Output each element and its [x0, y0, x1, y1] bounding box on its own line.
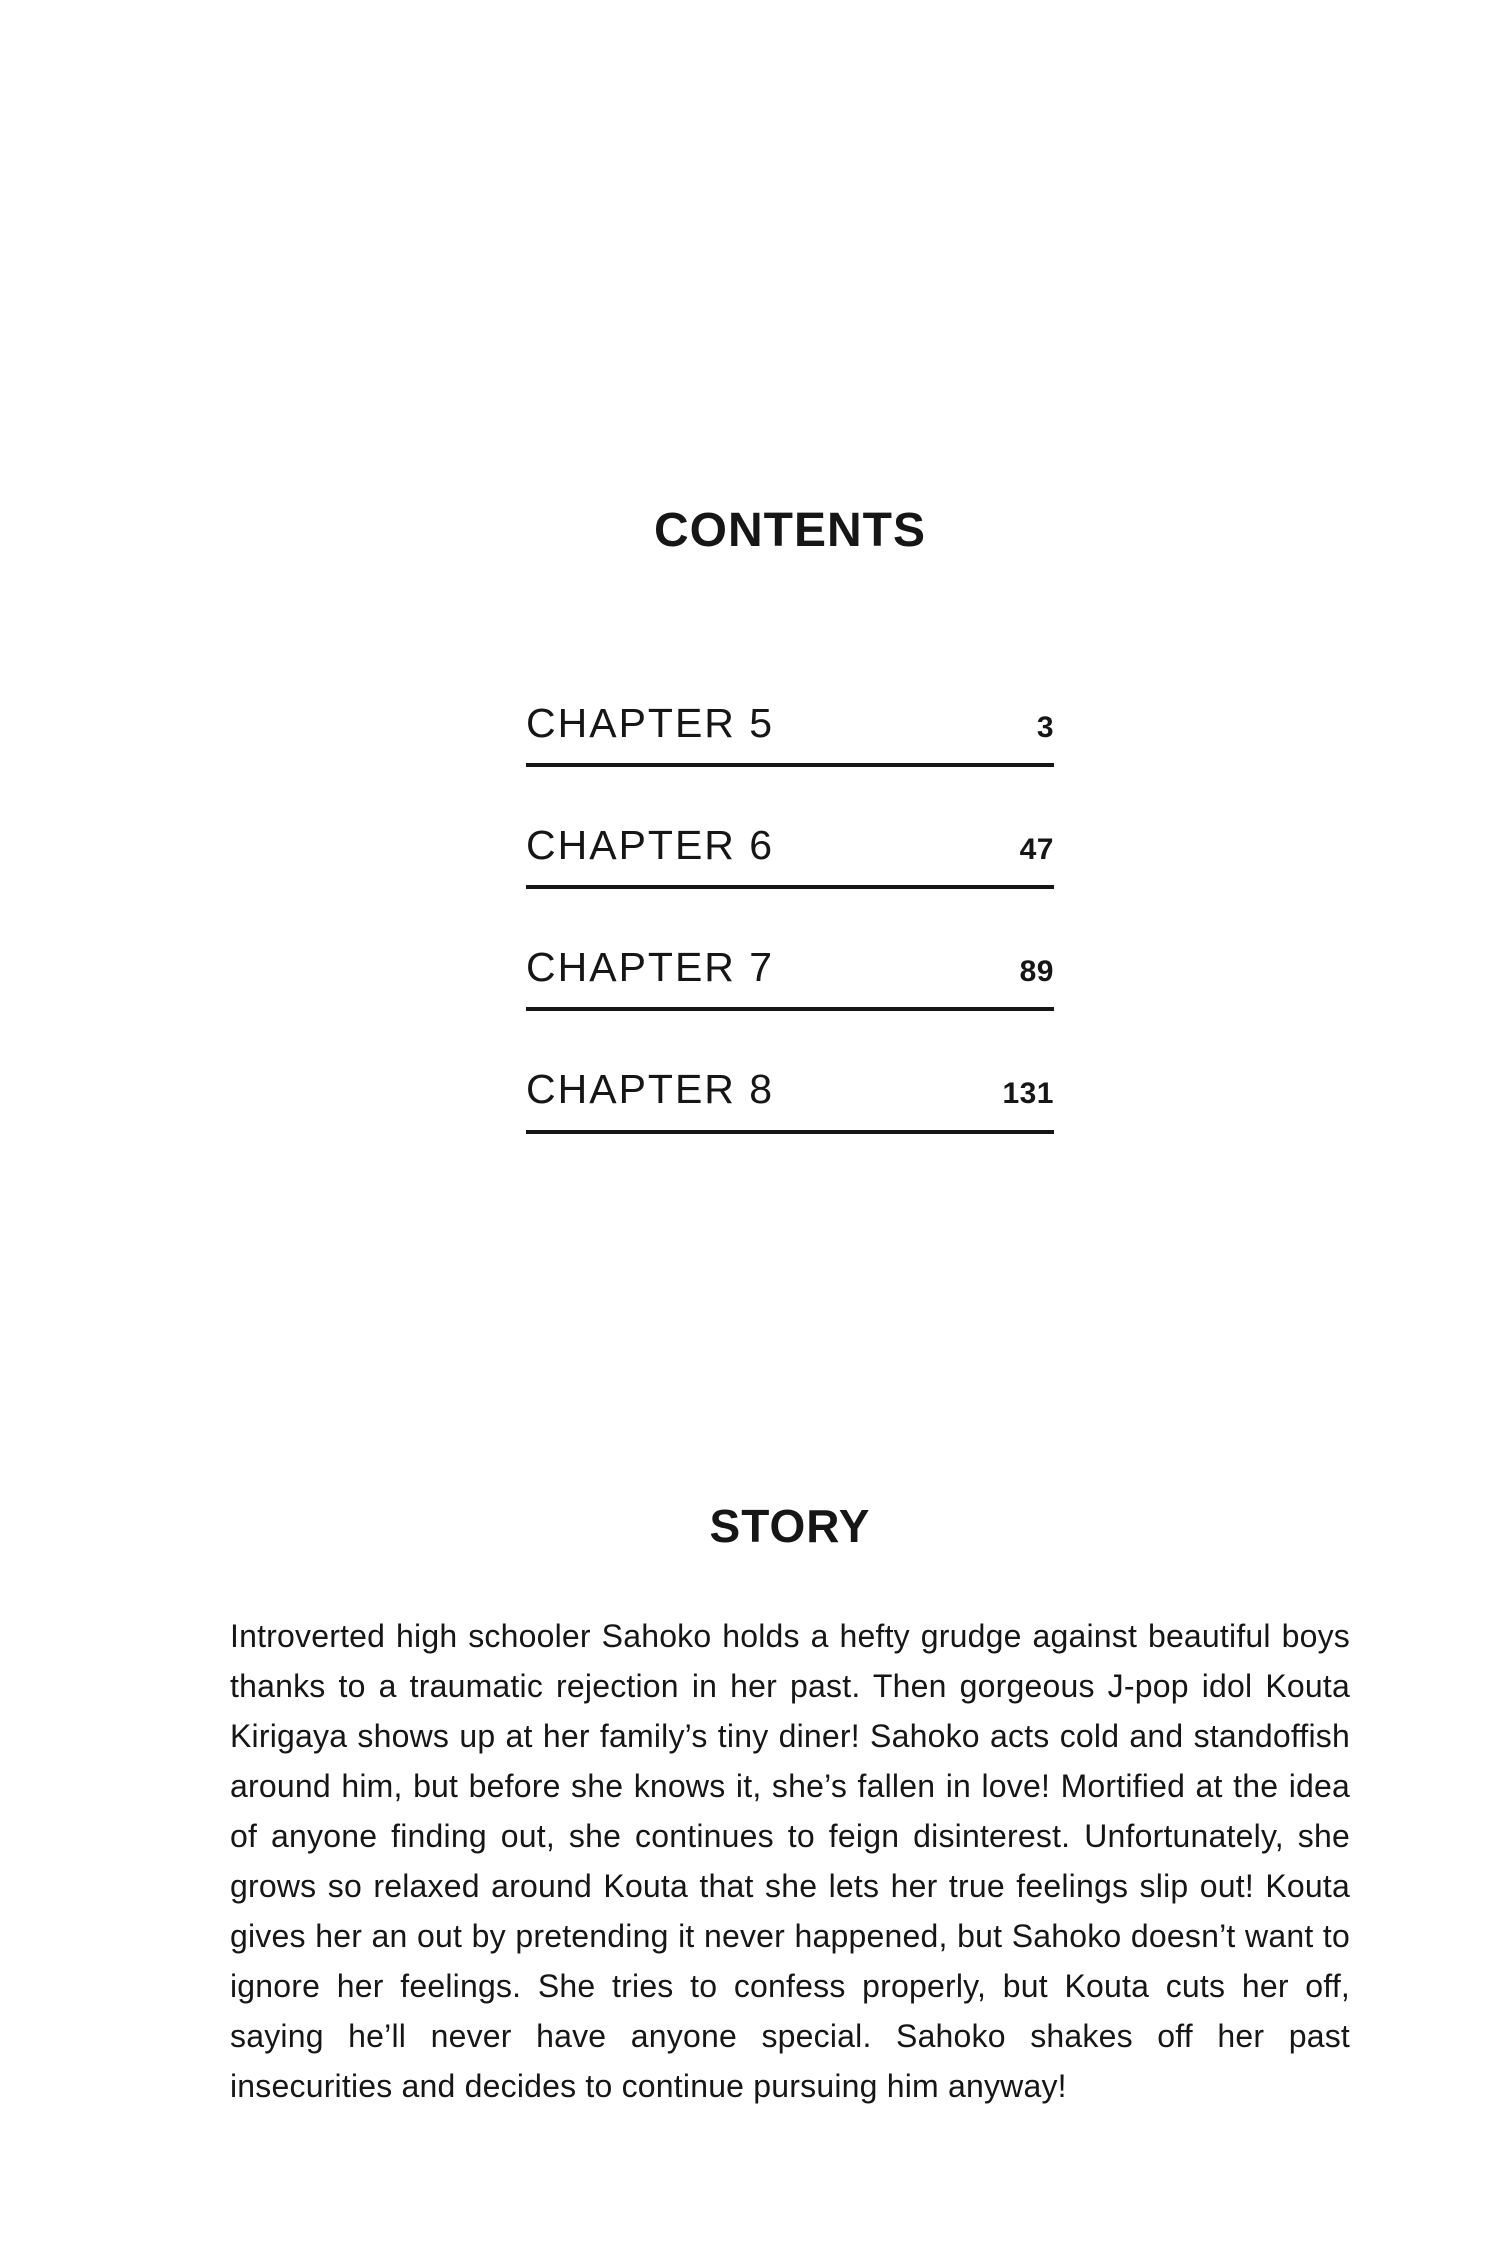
toc-row-chapter-5: [526, 700, 1054, 767]
story-heading: STORY: [709, 1500, 871, 1552]
chapter-5-page-number: 3: [1036, 711, 1054, 744]
page-content: [230, 0, 1350, 2250]
story-synopsis: Introverted high schooler Sahoko holds a hefty grudge against beautiful boys thanks to a traumatic rejection in her past. Then gorgeous J-pop idol Kouta Kirigaya shows up at her family’s tiny diner! Sahoko acts cold and standoffish around him, but before she knows it, she’s fallen in love! Mortified at the idea of anyone finding out, she continues to feign disinterest. Unfortunately, she grows so relaxed around Kouta that she lets her true feelings slip out! Kouta gives her an out by pretending it never happened, but Sahoko doesn’t want to ignore her feelings. She tries to confess properly, but Kouta cuts her off, saying he’ll never have anyone special. Sahoko shakes off her past insecurities and decides to continue pursuing him anyway!: [230, 1618, 1350, 2104]
chapter-5-label: CHAPTER 5: [526, 700, 775, 746]
chapter-6-label: CHAPTER 6: [526, 822, 775, 869]
toc-row-chapter-7: [526, 944, 1054, 1011]
chapter-8-page-number: 131: [1002, 1077, 1054, 1111]
chapter-8-label: CHAPTER 8: [526, 1066, 775, 1113]
table-of-contents: [526, 700, 1054, 1134]
toc-row-chapter-8: [526, 1066, 1054, 1133]
toc-row-chapter-6: [526, 822, 1054, 889]
chapter-7-label: CHAPTER 7: [526, 944, 775, 991]
contents-heading: CONTENTS: [654, 504, 926, 557]
chapter-6-page-number: 47: [1019, 833, 1054, 867]
chapter-7-page-number: 89: [1019, 955, 1054, 989]
